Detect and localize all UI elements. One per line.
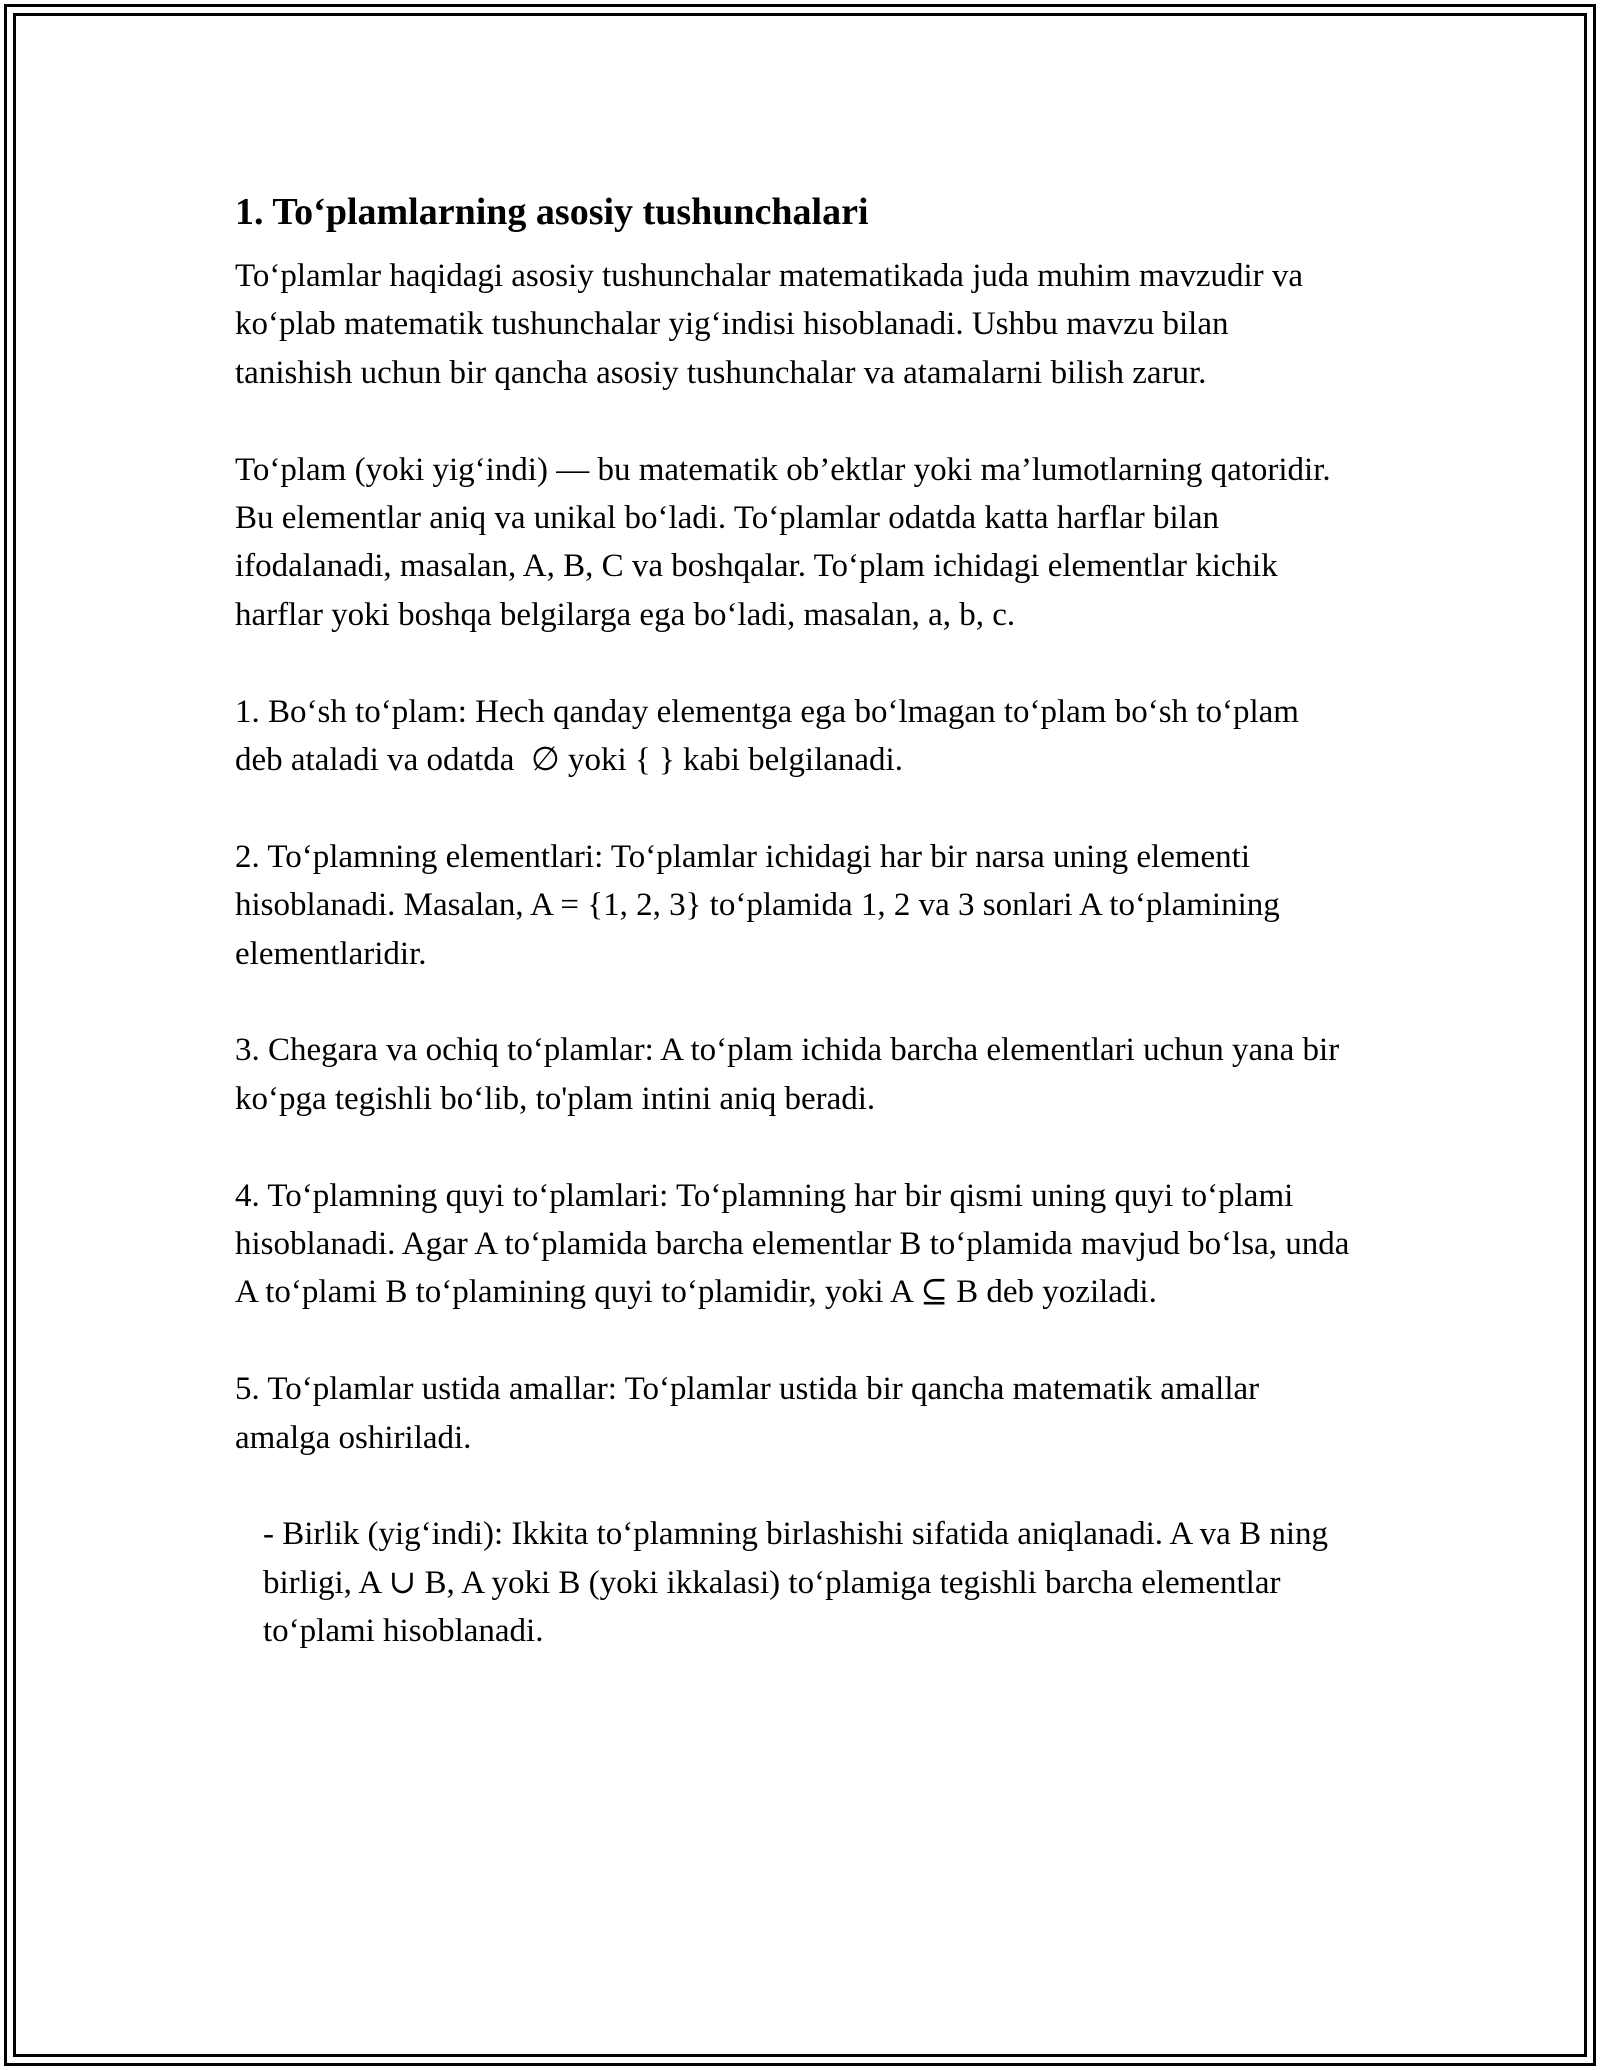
paragraph-intro: To‘plamlar haqidagi asosiy tushunchalar matematikada juda muhim mavzudir va ko‘plab matematik tushunchalar yig‘indisi hisoblanadi. Ushbu mavzu bilan tanishish uchun bir qancha asosiy tushunchalar va atamalarni bilish zarur. — [235, 258, 1312, 391]
paragraph-bounded-open-sets: 3. Chegara va ochiq to‘plamlar: A to‘plam ichida barcha elementlari uchun yana bir ko‘pga tegishli bo‘lib, to'plam intini aniq beradi. — [235, 1032, 1348, 1117]
paragraph-subsets: 4. To‘plamning quyi to‘plamlari: To‘plamning har bir qismi uning quyi to‘plami hisoblanadi. Agar A to‘plamida barcha elementlar B to‘plamida mavjud bo‘lsa, unda A to‘plami B to‘plamining quyi to‘plamidir, yoki A ⊆ B deb yoziladi. — [235, 1177, 1356, 1311]
paragraph-union: - Birlik (yig‘indi): Ikkita to‘plamning birlashishi sifatida aniqlanadi. A va B ning birligi, A ∪ B, A yoki B (yoki ikkalasi) to‘plamiga tegishli barcha elementlar to‘plami hisoblanadi. — [263, 1516, 1337, 1650]
paragraph-empty-set: 1. Bo‘sh to‘plam: Hech qanday elementga ega bo‘lmagan to‘plam bo‘sh to‘plam deb ataladi va odatda ∅ yoki { } kabi belgilanadi. — [235, 693, 1308, 779]
section-heading: 1. To‘plamlarning asosiy tushunchalari — [235, 191, 869, 233]
paragraph-definition: To‘plam (yoki yig‘indi) — bu matematik ob’ektlar yoki ma’lumotlarning qatoridir. Bu elementlar aniq va unikal bo‘ladi. To‘plamlar odatda katta harflar bilan ifodalanadi, masalan, A, B, C va boshqalar. To‘plam ichidagi elementlar kichik harflar yoki boshqa belgilarga ega bo‘ladi, masalan, a, b, c. — [235, 451, 1339, 633]
paragraph-elements: 2. To‘plamning elementlari: To‘plamlar ichidagi har bir narsa uning elementi hisoblanadi. Masalan, A = {1, 2, 3} to‘plamida 1, 2 va 3 sonlari A to‘plamining elementlaridir. — [235, 838, 1289, 972]
paragraph-set-operations: 5. To‘plamlar ustida amallar: To‘plamlar ustida bir qancha matematik amallar amalga oshiriladi. — [235, 1371, 1268, 1456]
document-body — [235, 186, 1356, 1704]
